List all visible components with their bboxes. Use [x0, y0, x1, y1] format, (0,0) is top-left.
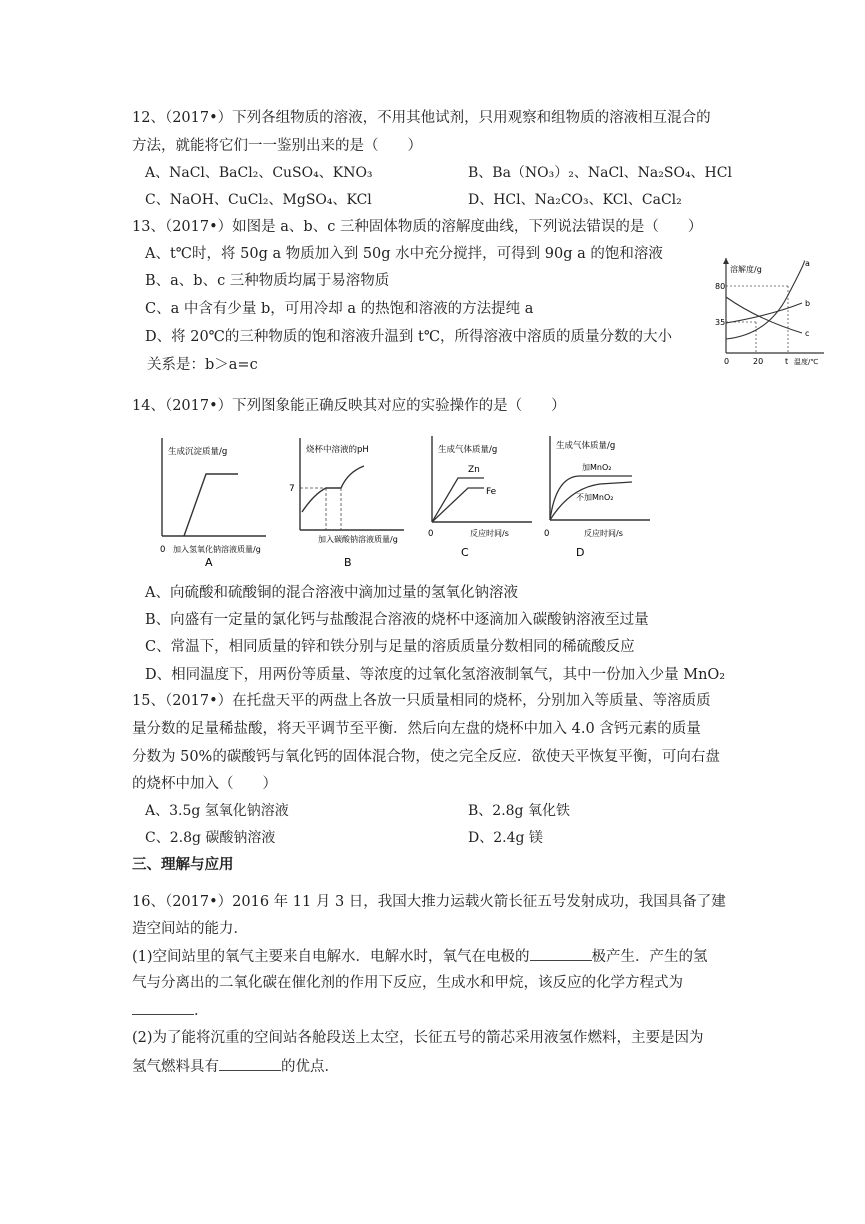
solubility-xtick-0: 0: [724, 357, 730, 365]
solubility-label-c: c: [805, 329, 810, 338]
graph-d-origin: 0: [544, 529, 550, 539]
solubility-label-a: a: [805, 259, 810, 268]
solubility-xtick-t: t: [785, 357, 789, 365]
q12-option-b: B、Ba（NO₃）₂、NaCl、Na₂SO₄、HCl: [468, 165, 732, 181]
solubility-ylabel: 溶解度/g: [730, 265, 762, 274]
q15-stem-line1: 15、（2017•）在托盘天平的两盘上各放一只质量相同的烧杯，分别加入等质量、等溶质质: [132, 693, 711, 709]
q12-option-d: D、HCl、Na₂CO₃、KCl、CaCl₂: [468, 192, 682, 208]
solubility-ytick-80: 80: [715, 282, 726, 291]
q12-option-a: A、NaCl、BaCl₂、CuSO₄、KNO₃: [145, 165, 373, 181]
q16-stem-line2: 造空间站的能力．: [132, 921, 248, 937]
q16-part2-text-c: 的优点．: [281, 1059, 339, 1075]
q16-part2-line2: [132, 1056, 339, 1077]
section-3-title: 三、理解与应用: [132, 857, 234, 873]
q14-option-d: D、相同温度下，用两份等质量、等浓度的过氧化氢溶液制氧气，其中一份加入少量 MnO₂: [145, 667, 726, 683]
q16-blank-equation[interactable]: [132, 1000, 194, 1015]
graph-c-ylabel: 生成气体质量/g: [438, 445, 498, 455]
solubility-curve-b: [726, 303, 802, 323]
q12-option-c: C、NaOH、CuCl₂、MgSO₄、KCl: [145, 192, 372, 208]
q16-part1-text-a: (1)空间站里的氧气主要来自电解水．电解水时，氧气在电极的: [132, 949, 530, 965]
graph-c-caption: C: [461, 546, 469, 559]
solubility-ytick-35: 35: [715, 318, 726, 327]
q16-blank-electrode[interactable]: [530, 946, 592, 961]
q15-stem-line4: 的烧杯中加入（ ）: [132, 776, 277, 792]
graph-c-xlabel: 反应时间/s: [470, 529, 509, 538]
graph-b-line: [302, 466, 364, 512]
graph-b-caption: B: [344, 556, 352, 569]
graph-b-ytick-7: 7: [289, 484, 295, 494]
q15-option-d: D、2.4g 镁: [468, 830, 543, 846]
q16-part1-line3: [132, 1000, 209, 1021]
q14-graph-b: [286, 432, 411, 570]
q13-stem: 13、（2017•）如图是 a、b、c 三种固体物质的溶解度曲线，下列说法错误的是（ ）: [132, 219, 703, 235]
q14-graph-c: [424, 432, 539, 570]
graph-a-ylabel: 生成沉淀质量/g: [168, 447, 228, 457]
q14-stem: 14、（2017•）下列图象能正确反映其对应的实验操作的是（ ）: [132, 398, 566, 414]
q15-option-c: C、2.8g 碳酸钠溶液: [145, 830, 276, 846]
graph-a-line: [184, 474, 238, 536]
graph-d-xlabel: 反应时间/s: [584, 529, 623, 538]
q13-option-c: C、a 中含有少量 b，可用冷却 a 的热饱和溶液的方法提纯 a: [145, 301, 534, 317]
q16-part2-line1: (2)为了能将沉重的空间站各舱段送上太空，长征五号的箭芯采用液氢作燃料，主要是因为: [132, 1030, 704, 1046]
graph-d-label-without: 不加MnO₂: [576, 493, 614, 502]
q15-option-a: A、3.5g 氢氧化钠溶液: [145, 803, 289, 819]
graph-a-xlabel: 加入氢氧化钠溶液质量/g: [173, 545, 261, 554]
solubility-xlabel: 温度/℃: [794, 358, 819, 365]
solubility-graph: [712, 253, 832, 365]
q16-part2-text-b: 氢气燃料具有: [132, 1059, 219, 1075]
graph-d-caption: D: [576, 546, 585, 559]
q14-option-c: C、常温下，相同质量的锌和铁分别与足量的溶质质量分数相同的稀硫酸反应: [145, 639, 635, 655]
q14-option-b: B、向盛有一定量的氯化钙与盐酸混合溶液的烧杯中逐滴加入碳酸钠溶液至过量: [145, 612, 649, 628]
q16-blank-advantage[interactable]: [219, 1056, 281, 1071]
q13-option-b: B、a、b、c 三种物质均属于易溶物质: [145, 273, 390, 289]
q13-option-a: A、t℃时，将 50g a 物质加入到 50g 水中充分搅拌，可得到 90g a 的饱和溶液: [145, 246, 663, 262]
graph-a-caption: A: [205, 556, 213, 569]
q13-option-d-line1: D、将 20℃的三种物质的饱和溶液升温到 t℃，所得溶液中溶质的质量分数的大小: [145, 329, 673, 345]
graph-b-xlabel: 加入碳酸钠溶液质量/g: [318, 535, 398, 544]
q16-part1-line2: 气与分离出的二氧化碳在催化剂的作用下反应，生成水和甲烷，该反应的化学方程式为: [132, 975, 683, 991]
graph-c-label-zn: Zn: [468, 465, 480, 475]
q14-option-a: A、向硫酸和硫酸铜的混合溶液中滴加过量的氢氧化钠溶液: [145, 585, 518, 601]
q14-graph-a: [148, 432, 273, 570]
q12-stem-line1: 12、（2017•）下列各组物质的溶液，不用其他试剂，只用观察和组物质的溶液相互混合的: [132, 110, 711, 126]
solubility-xtick-20: 20: [753, 357, 764, 365]
graph-c-line-fe: [432, 488, 484, 522]
q13-option-d-line2: 关系是：b＞a=c: [147, 357, 258, 373]
q15-stem-line3: 分数为 50%的碳酸钙与氧化钙的固体混合物，使之完全反应．欲使天平恢复平衡，可向右盘: [132, 749, 720, 765]
graph-d-label-with: 加MnO₂: [582, 463, 612, 472]
graph-c-origin: 0: [428, 529, 434, 539]
q16-part1-text-b: 极产生．产生的氢: [591, 949, 708, 965]
q12-stem-line2: 方法，就能将它们一一鉴别出来的是（ ）: [132, 138, 422, 154]
q15-stem-line2: 量分数的足量稀盐酸，将天平调节至平衡．然后向左盘的烧杯中加入 4.0 含钙元素的质量: [132, 721, 701, 737]
graph-b-ylabel: 烧杯中溶液的pH: [306, 445, 369, 455]
q16-stem-line1: 16、（2017•）2016 年 11 月 3 日，我国大推力运载火箭长征五号发射成功，我国具备了建: [132, 894, 726, 910]
graph-a-origin: 0: [160, 545, 166, 555]
solubility-label-b: b: [805, 299, 811, 308]
q16-part1-line1: [132, 946, 708, 967]
q15-option-b: B、2.8g 氧化铁: [468, 803, 570, 819]
graph-c-label-fe: Fe: [486, 487, 497, 497]
q14-graph-d: [540, 432, 660, 570]
graph-d-ylabel: 生成气体质量/g: [556, 441, 616, 451]
q16-part1-text-d: ．: [194, 1003, 209, 1019]
